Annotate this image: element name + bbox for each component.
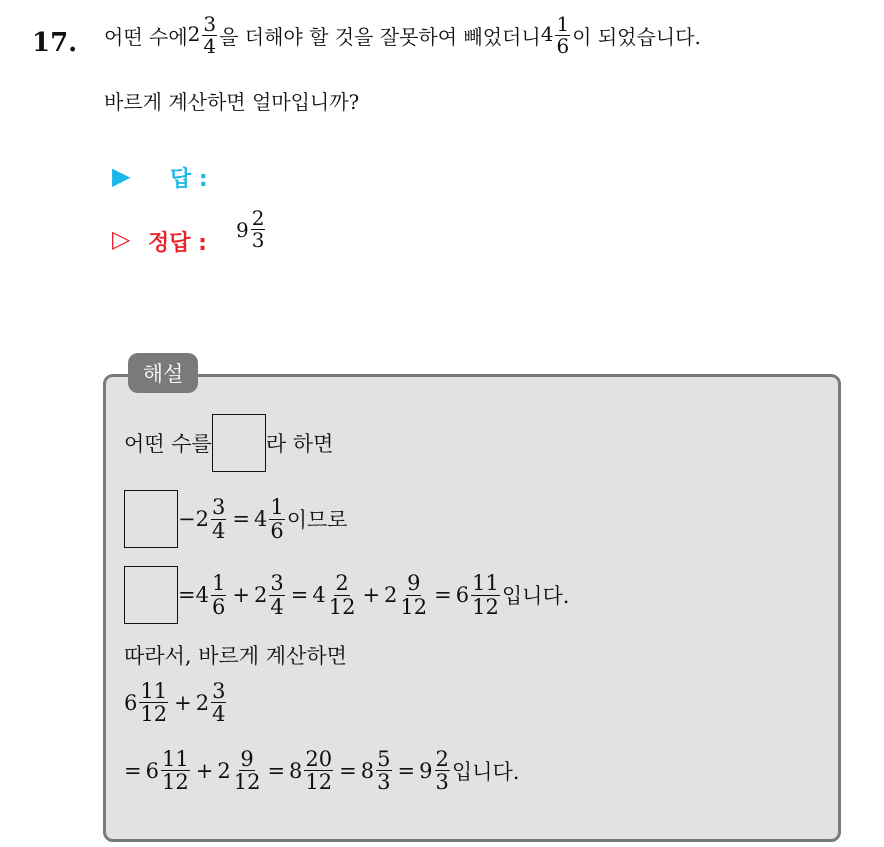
fraction xyxy=(269,496,284,541)
fraction xyxy=(399,572,428,617)
denominator: 6 xyxy=(211,594,226,619)
numerator: 11 xyxy=(472,571,499,596)
text: 어떤 수를 xyxy=(124,432,212,456)
whole: 2 xyxy=(195,507,209,531)
numerator: 1 xyxy=(556,12,570,36)
correct-arrow-icon: ▷ xyxy=(112,225,131,253)
numerator: 3 xyxy=(270,571,284,596)
blank-box xyxy=(212,414,266,472)
denominator: 12 xyxy=(472,594,499,619)
question-line-1 xyxy=(104,14,701,57)
whole: 6 xyxy=(124,690,138,715)
denominator: 12 xyxy=(400,594,428,619)
denominator: 4 xyxy=(203,34,217,58)
plus-sign: + xyxy=(362,583,381,607)
question-text-c: 이 되었습니다. xyxy=(572,25,701,49)
denominator: 4 xyxy=(211,518,226,543)
numerator: 20 xyxy=(305,747,333,771)
minus-sign: − xyxy=(178,507,196,531)
equals-sign: = xyxy=(397,758,416,783)
numerator: 1 xyxy=(270,495,284,520)
whole: 4 xyxy=(253,507,268,531)
fraction xyxy=(211,680,226,725)
mixed-number-2 xyxy=(541,14,572,57)
numerator: 9 xyxy=(240,747,254,771)
equals-sign: = xyxy=(124,758,142,783)
equals-sign: = xyxy=(178,583,196,607)
numerator: 11 xyxy=(140,679,168,703)
whole: 4 xyxy=(195,583,209,607)
text: 입니다. xyxy=(451,759,520,784)
denominator: 4 xyxy=(212,702,226,727)
equals-sign: = xyxy=(232,507,250,531)
whole: 8 xyxy=(289,758,303,783)
numerator: 2 xyxy=(251,206,265,230)
whole: 2 xyxy=(253,583,268,607)
numerator: 3 xyxy=(203,12,217,36)
fraction xyxy=(555,14,570,57)
equals-sign: = xyxy=(267,758,286,783)
numerator: 5 xyxy=(377,747,391,771)
question-line-2: 바르게 계산하면 얼마입니까? xyxy=(104,90,360,114)
denominator: 12 xyxy=(233,770,261,795)
fraction xyxy=(328,572,357,617)
explanation-line-6 xyxy=(124,748,519,793)
whole: 2 xyxy=(384,583,398,607)
text: 라 하면 xyxy=(265,432,334,456)
denominator: 12 xyxy=(305,770,333,795)
whole: 6 xyxy=(145,758,159,783)
whole: 2 xyxy=(195,690,210,715)
denominator: 12 xyxy=(140,702,168,727)
question-text-b: 을 더해야 할 것을 잘못하여 빼었더니 xyxy=(219,25,541,49)
denominator: 3 xyxy=(251,228,265,252)
whole: 2 xyxy=(187,22,201,46)
mixed-number-1 xyxy=(188,14,219,57)
whole: 9 xyxy=(236,217,249,242)
explanation-line-3 xyxy=(124,566,569,624)
denominator: 6 xyxy=(556,34,570,58)
numerator: 1 xyxy=(211,571,226,596)
explanation-tag: 해설 xyxy=(128,353,198,393)
numerator: 2 xyxy=(435,747,449,771)
explanation-line-2 xyxy=(124,490,348,548)
whole: 6 xyxy=(455,583,470,607)
denominator: 6 xyxy=(270,518,284,543)
denominator: 12 xyxy=(161,770,189,795)
question-text-a: 어떤 수에 xyxy=(104,25,188,49)
equals-sign: = xyxy=(434,583,452,607)
plus-sign: + xyxy=(195,758,214,783)
blank-box xyxy=(124,490,178,548)
numerator: 2 xyxy=(335,571,349,596)
equals-sign: = xyxy=(290,583,309,607)
denominator: 3 xyxy=(377,770,391,795)
correct-answer-label: 정답 : xyxy=(148,231,207,256)
text: 이므로 xyxy=(286,508,348,532)
numerator: 11 xyxy=(161,747,189,771)
fraction xyxy=(435,748,450,793)
fraction xyxy=(161,748,190,793)
whole: 4 xyxy=(312,583,326,607)
explanation-line-4: 따라서, 바르게 계산하면 xyxy=(124,644,347,668)
fraction xyxy=(269,572,284,617)
explanation-line-1 xyxy=(124,414,333,472)
numerator: 9 xyxy=(407,571,421,596)
numerator: 3 xyxy=(212,679,226,703)
denominator: 3 xyxy=(435,770,449,795)
equals-sign: = xyxy=(339,758,357,783)
correct-answer-value xyxy=(236,208,267,251)
plus-sign: + xyxy=(174,690,192,715)
fraction xyxy=(139,680,168,725)
explanation-line-5 xyxy=(124,680,228,725)
question-number: 17. xyxy=(32,28,78,58)
answer-arrow-icon: ▶ xyxy=(112,162,131,190)
blank-box xyxy=(124,566,178,624)
fraction xyxy=(471,572,500,617)
fraction xyxy=(304,748,333,793)
whole: 4 xyxy=(540,22,554,46)
fraction xyxy=(233,748,262,793)
fraction xyxy=(211,496,226,541)
answer-label: 답 : xyxy=(170,167,208,192)
fraction xyxy=(251,208,266,251)
whole: 2 xyxy=(217,758,231,783)
fraction xyxy=(202,14,217,57)
plus-sign: + xyxy=(232,583,250,607)
denominator: 4 xyxy=(270,594,284,619)
whole: 9 xyxy=(419,758,433,783)
text: 입니다. xyxy=(501,584,570,608)
denominator: 12 xyxy=(328,594,356,619)
numerator: 3 xyxy=(211,495,226,520)
fraction xyxy=(211,572,226,617)
fraction xyxy=(376,748,391,793)
whole: 8 xyxy=(360,758,375,783)
